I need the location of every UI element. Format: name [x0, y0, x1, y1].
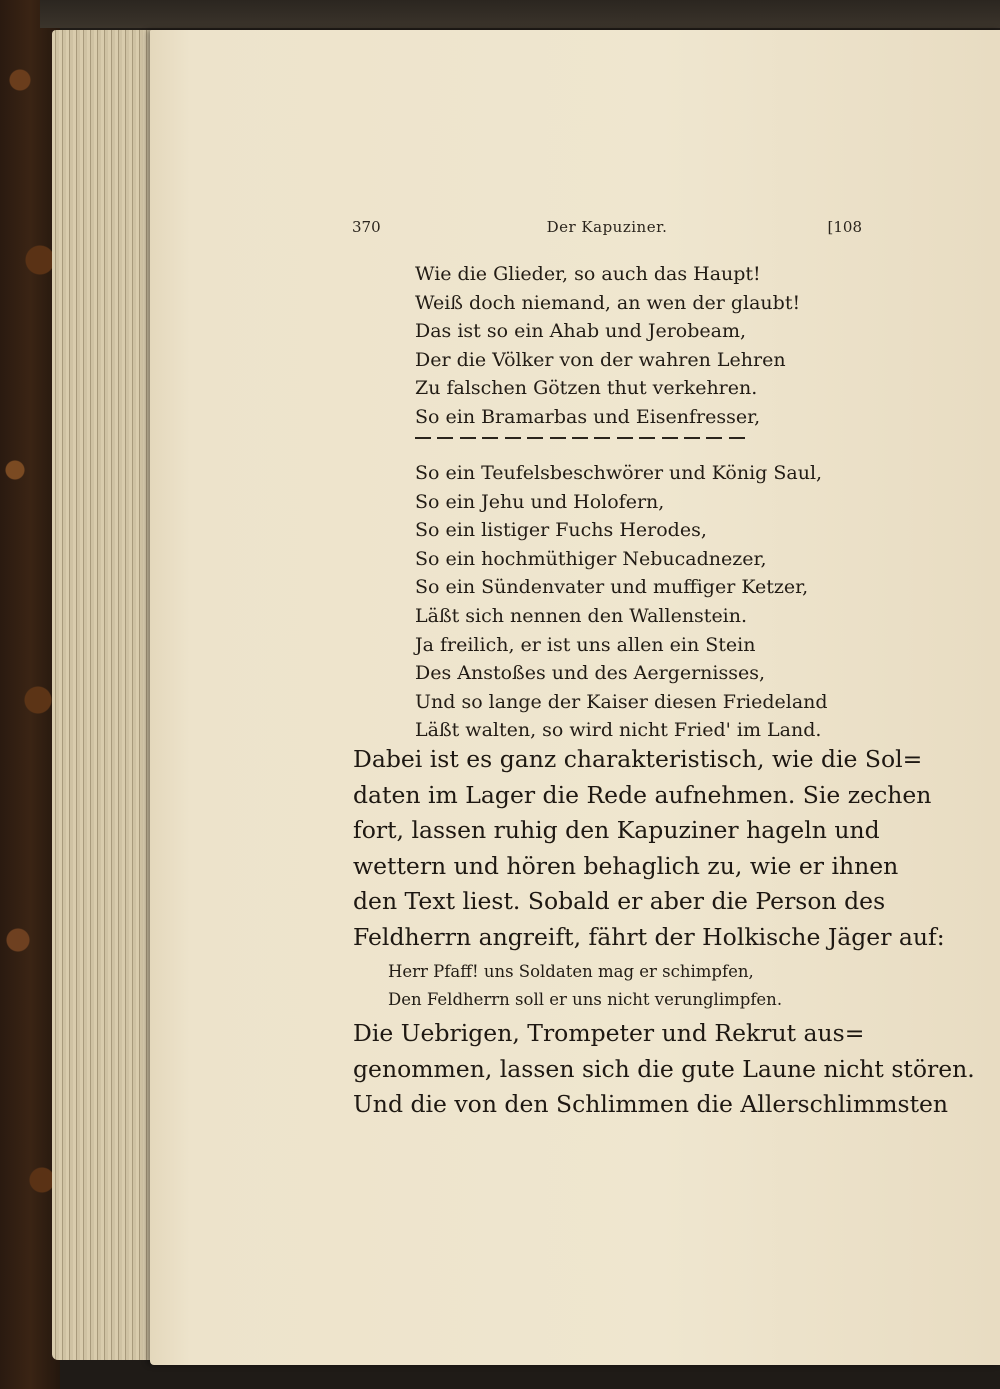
dash — [415, 437, 431, 439]
dash — [460, 437, 476, 439]
prose-line: den Text liest. Sobald er aber die Person des — [353, 887, 886, 915]
dash — [527, 437, 543, 439]
prose-paragraph-2 — [353, 1016, 975, 1123]
quote-line: Den Feldherrn soll er uns nicht verunglimpfen. — [388, 990, 783, 1009]
prose-line: Und die von den Schlimmen die Allerschlimmsten — [353, 1090, 949, 1118]
page-number: 370 — [352, 218, 381, 236]
verse-line: Läßt walten, so wird nicht Fried' im Land. — [415, 719, 822, 742]
book-cover-top — [40, 0, 1000, 28]
prose-line: Die Uebrigen, Trompeter und Rekrut aus= — [353, 1019, 865, 1047]
dash — [482, 437, 498, 439]
dash — [729, 437, 745, 439]
prose-line: wettern und hören behaglich zu, wie er ihnen — [353, 851, 899, 880]
dash — [684, 437, 700, 439]
prose-line: Dabei ist es ganz charakteristisch, wie die Sol= — [353, 745, 923, 773]
verse-line: So ein listiger Fuchs Herodes, — [415, 519, 707, 542]
marbled-book-edge — [0, 0, 60, 1389]
quote-block — [388, 958, 782, 1014]
dash — [639, 437, 655, 439]
prose-line: fort, lassen ruhig den Kapuziner hageln und — [353, 816, 880, 844]
verse-line: Des Anstoßes und des Aergernisses, — [415, 662, 766, 685]
verse-line: Wie die Glieder, so auch das Haupt! — [415, 263, 761, 285]
verse-line: Der die Völker von der wahren Lehren — [415, 348, 786, 371]
dash — [706, 437, 722, 439]
verse-line: So ein Bramarbas und Eisenfresser, — [415, 405, 761, 428]
dash — [550, 437, 566, 439]
verse-line: So ein Teufelsbeschwörer und König Saul, — [415, 462, 823, 484]
verse-line: Zu falschen Götzen thut verkehren. — [415, 377, 758, 400]
running-title: Der Kapuziner. — [546, 218, 668, 236]
prose-line: genommen, lassen sich die gute Laune nicht stören. — [353, 1054, 975, 1083]
verse-line: Ja freilich, er ist uns allen ein Stein — [415, 633, 756, 656]
dash — [617, 437, 633, 439]
page-stack-edges — [52, 30, 162, 1360]
quote-line: Herr Pfaff! uns Soldaten mag er schimpfen, — [388, 962, 754, 981]
verse-block-2 — [415, 459, 828, 745]
prose-line: Feldherrn angreift, fährt der Holkische Jäger auf: — [353, 922, 945, 951]
verse-line: Das ist so ein Ahab und Jerobeam, — [415, 320, 747, 343]
verse-line: Weiß doch niemand, an wen der glaubt! — [415, 291, 801, 314]
dash — [572, 437, 588, 439]
verse-line: So ein Sündenvater und muffiger Ketzer, — [415, 576, 809, 599]
verse-block-1 — [415, 260, 800, 432]
prose-paragraph-1 — [353, 742, 945, 955]
dash — [662, 437, 678, 439]
dash — [594, 437, 610, 439]
verse-line: So ein Jehu und Holofern, — [415, 490, 665, 513]
dash — [505, 437, 521, 439]
running-header — [352, 218, 862, 242]
verse-line: Läßt sich nennen den Wallenstein. — [415, 604, 748, 627]
dash — [437, 437, 453, 439]
signature-mark: [108 — [827, 218, 862, 236]
verse-line: So ein hochmüthiger Nebucadnezer, — [415, 547, 767, 570]
ellipsis-dash-line — [415, 428, 745, 448]
verse-line: Und so lange der Kaiser diesen Friedeland — [415, 690, 828, 713]
prose-line: daten im Lager die Rede aufnehmen. Sie zechen — [353, 780, 932, 809]
